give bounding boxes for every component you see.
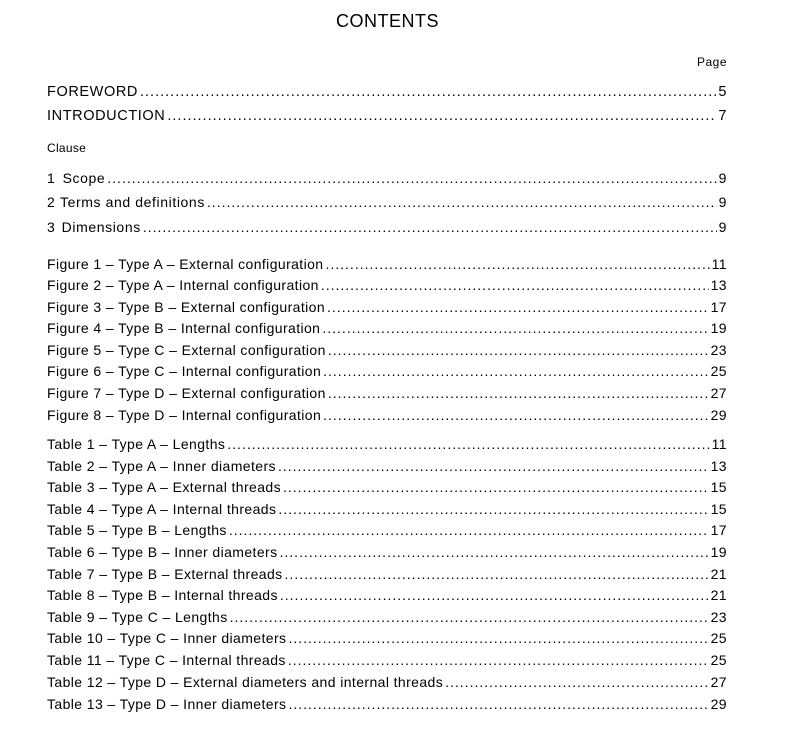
toc-entry-figure[interactable] [47,277,727,297]
dot-leader [279,544,708,560]
dot-leader [323,363,708,379]
toc-entry-title: Table 1 – Type A – Lengths [47,436,226,452]
toc-entry-page: 11 [711,256,727,272]
dot-leader [288,630,708,646]
toc-entry-title: Table 3 – Type A – External threads [47,479,282,495]
dot-leader [278,501,708,517]
toc-entry-page: 13 [710,458,727,474]
dot-leader [140,84,716,100]
toc-entry-title: Table 9 – Type C – Lengths [47,609,228,625]
toc-entry-introduction[interactable] [47,108,727,128]
clause-number: 1 [47,170,56,186]
toc-entry-title: Table 10 – Type C – Inner diameters [47,630,287,646]
toc-entry-clause[interactable] [47,170,727,190]
dot-leader [288,696,708,712]
toc-entry-page: 19 [710,320,727,336]
toc-entry-page: 21 [710,566,727,582]
toc-entry-figure[interactable] [47,320,727,340]
toc-entry-title: Table 7 – Type B – External threads [47,566,283,582]
toc-entry-page: 27 [710,674,727,690]
toc-entry-title: Table 11 – Type C – Internal threads [47,652,286,668]
toc-entry-page: 7 [718,108,727,124]
toc-entry-table[interactable] [47,652,727,672]
page-column-label: Page [697,55,728,69]
toc-entry-title: Table 13 – Type D – Inner diameters [47,696,287,712]
dot-leader [227,436,709,452]
toc-entry-page: 5 [718,84,727,100]
toc-entry-page: 21 [710,587,727,603]
toc-entry-title: FOREWORD [47,84,138,100]
dot-leader [280,587,709,603]
toc-entry-figure[interactable] [47,385,727,405]
toc-entry-table[interactable] [47,587,727,607]
toc-entry-title: Figure 2 – Type A – Internal configuration [47,277,319,293]
dot-leader [327,299,709,315]
toc-entry-table[interactable] [47,479,727,499]
dot-leader [288,652,709,668]
toc-entry-table[interactable] [47,566,727,586]
dot-leader [285,566,709,582]
dot-leader [325,256,709,272]
toc-entry-title: INTRODUCTION [47,108,166,124]
toc-entry-page: 27 [710,385,727,401]
toc-entry-page: 23 [710,342,727,358]
toc-entry-page: 23 [710,609,727,625]
dot-leader [445,674,709,690]
toc-entry-title: Table 12 – Type D – External diameters and internal threads [47,674,444,690]
toc-entry-figure[interactable] [47,299,727,319]
toc-entry-title: Table 5 – Type B – Lengths [47,522,227,538]
clause-column-label: Clause [47,141,87,155]
dot-leader [107,170,716,186]
toc-entry-table[interactable] [47,544,727,564]
toc-entry-clause[interactable] [47,194,727,214]
toc-entry-title: Figure 5 – Type C – External configuration [47,342,326,358]
toc-entry-page: 17 [710,299,727,315]
toc-entry-page: 11 [711,436,727,452]
toc-entry-page: 19 [710,544,727,560]
toc-entry-title: Dimensions [61,219,141,235]
toc-entry-table[interactable] [47,674,727,694]
toc-entry-table[interactable] [47,609,727,629]
dot-leader [323,407,708,423]
dot-leader [328,342,709,358]
toc-entry-table[interactable] [47,436,727,456]
toc-entry-table[interactable] [47,501,727,521]
toc-entry-page: 15 [710,479,727,495]
toc-entry-page: 29 [710,696,727,712]
toc-entry-page: 29 [710,407,727,423]
dot-leader [167,108,716,124]
toc-entry-title: Figure 6 – Type C – Internal configuration [47,363,322,379]
toc-entry-title: Terms and definitions [60,194,205,210]
toc-entry-page: 25 [710,363,727,379]
toc-entry-page: 15 [710,501,727,517]
toc-entry-page: 25 [710,630,727,646]
dot-leader [143,219,717,235]
toc-entry-page: 9 [718,194,727,210]
toc-entry-table[interactable] [47,522,727,542]
toc-entry-figure[interactable] [47,342,727,362]
toc-entry-title: Table 4 – Type A – Internal threads [47,501,277,517]
toc-entry-foreword[interactable] [47,84,727,104]
dot-leader [322,320,708,336]
toc-entry-page: 9 [718,170,727,186]
clause-number: 3 [47,219,56,235]
toc-entry-page: 25 [710,652,727,668]
toc-entry-figure[interactable] [47,363,727,383]
toc-entry-page: 13 [710,277,727,293]
toc-entry-title: Figure 3 – Type B – External configuration [47,299,326,315]
toc-entry-page: 17 [710,522,727,538]
dot-leader [229,522,709,538]
toc-entry-table[interactable] [47,458,727,478]
page-title: CONTENTS [336,11,439,31]
toc-entry-title: Figure 4 – Type B – Internal configuration [47,320,321,336]
toc-entry-title: Figure 8 – Type D – Internal configuration [47,407,322,423]
dot-leader [283,479,709,495]
toc-entry-figure[interactable] [47,407,727,427]
dot-leader [328,385,709,401]
toc-entry-title: Figure 7 – Type D – External configuration [47,385,326,401]
toc-entry-title: Figure 1 – Type A – External configuration [47,256,324,272]
toc-entry-title: Table 2 – Type A – Inner diameters [47,458,276,474]
clause-number: 2 [47,194,56,210]
toc-entry-page: 9 [718,219,727,235]
dot-leader [207,194,717,210]
toc-entry-title: Table 8 – Type B – Internal threads [47,587,278,603]
toc-entry-title: Scope [62,170,106,186]
toc-entry-figure[interactable] [47,256,727,276]
dot-leader [230,609,709,625]
toc-entry-table[interactable] [47,630,727,650]
toc-entry-title: Table 6 – Type B – Inner diameters [47,544,278,560]
toc-entry-clause[interactable] [47,219,727,239]
dot-leader [321,277,709,293]
toc-entry-table[interactable] [47,696,727,716]
dot-leader [278,458,709,474]
